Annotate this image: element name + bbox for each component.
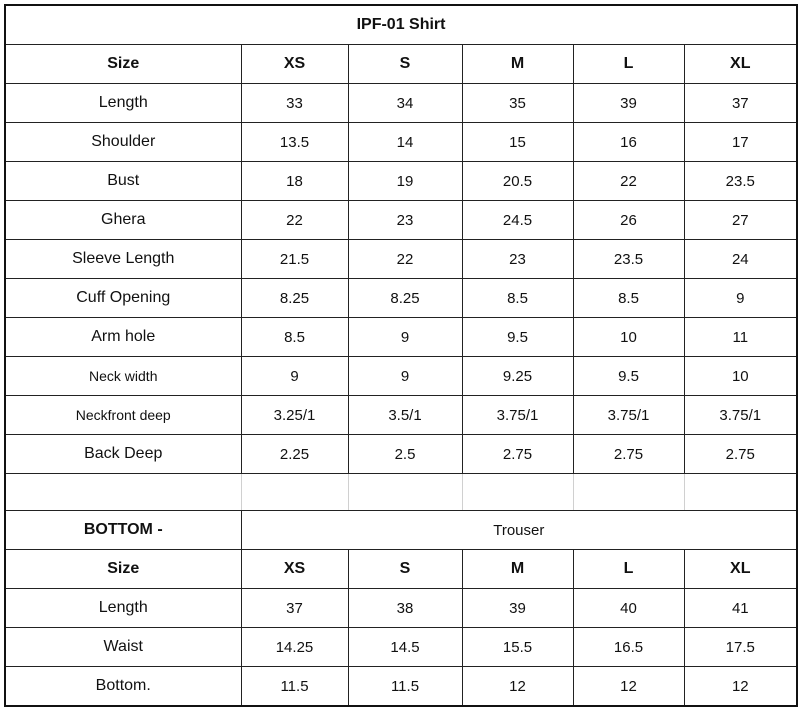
value-cell: 16 — [573, 123, 684, 162]
value-cell: 40 — [573, 589, 684, 628]
table-row — [5, 240, 797, 279]
value-cell: 9.5 — [573, 357, 684, 396]
table-row — [5, 357, 797, 396]
value-cell: 11.5 — [348, 667, 462, 707]
empty-cell — [462, 474, 573, 511]
row-label: Bust — [5, 162, 241, 201]
value-cell: 2.75 — [573, 435, 684, 474]
row-label: Waist — [5, 628, 241, 667]
table-row — [5, 396, 797, 435]
value-cell: 15 — [462, 123, 573, 162]
header-cell: XS — [241, 45, 348, 84]
value-cell: 16.5 — [573, 628, 684, 667]
header-cell: L — [573, 45, 684, 84]
row-label: Neckfront deep — [5, 396, 241, 435]
value-cell: 8.25 — [241, 279, 348, 318]
table-row — [5, 667, 797, 707]
bottom-type: Trouser — [241, 511, 797, 550]
value-cell: 9 — [348, 357, 462, 396]
value-cell: 9.5 — [462, 318, 573, 357]
header-cell: XS — [241, 550, 348, 589]
header-cell: S — [348, 550, 462, 589]
value-cell: 19 — [348, 162, 462, 201]
value-cell: 38 — [348, 589, 462, 628]
value-cell: 21.5 — [241, 240, 348, 279]
row-label: Shoulder — [5, 123, 241, 162]
table-row — [5, 123, 797, 162]
value-cell: 3.75/1 — [573, 396, 684, 435]
empty-cell — [5, 474, 241, 511]
value-cell: 8.5 — [241, 318, 348, 357]
value-cell: 3.75/1 — [462, 396, 573, 435]
value-cell: 35 — [462, 84, 573, 123]
value-cell: 27 — [684, 201, 797, 240]
size-chart — [4, 4, 796, 708]
value-cell: 23 — [462, 240, 573, 279]
value-cell: 15.5 — [462, 628, 573, 667]
row-label: Length — [5, 589, 241, 628]
table-row — [5, 279, 797, 318]
row-label: Neck width — [5, 357, 241, 396]
value-cell: 23.5 — [684, 162, 797, 201]
value-cell: 17.5 — [684, 628, 797, 667]
value-cell: 20.5 — [462, 162, 573, 201]
table-row — [5, 201, 797, 240]
table-row — [5, 589, 797, 628]
table-row — [5, 435, 797, 474]
empty-cell — [573, 474, 684, 511]
value-cell: 11 — [684, 318, 797, 357]
value-cell: 41 — [684, 589, 797, 628]
bottom-label: BOTTOM - — [5, 511, 241, 550]
value-cell: 37 — [241, 589, 348, 628]
header-cell: XL — [684, 45, 797, 84]
value-cell: 33 — [241, 84, 348, 123]
value-cell: 18 — [241, 162, 348, 201]
value-cell: 22 — [573, 162, 684, 201]
value-cell: 10 — [573, 318, 684, 357]
row-label: Ghera — [5, 201, 241, 240]
value-cell: 12 — [462, 667, 573, 707]
value-cell: 37 — [684, 84, 797, 123]
empty-cell — [684, 474, 797, 511]
value-cell: 22 — [241, 201, 348, 240]
value-cell: 39 — [462, 589, 573, 628]
value-cell: 17 — [684, 123, 797, 162]
value-cell: 39 — [573, 84, 684, 123]
bottom-type-row — [5, 511, 797, 550]
row-label: Sleeve Length — [5, 240, 241, 279]
value-cell: 23.5 — [573, 240, 684, 279]
spacer-row — [5, 474, 797, 511]
value-cell: 24.5 — [462, 201, 573, 240]
header-cell: Size — [5, 550, 241, 589]
value-cell: 14.5 — [348, 628, 462, 667]
header-cell: XL — [684, 550, 797, 589]
value-cell: 34 — [348, 84, 462, 123]
bottom-header-row — [5, 550, 797, 589]
table-row — [5, 318, 797, 357]
value-cell: 12 — [573, 667, 684, 707]
value-cell: 2.25 — [241, 435, 348, 474]
value-cell: 3.5/1 — [348, 396, 462, 435]
value-cell: 8.5 — [462, 279, 573, 318]
value-cell: 14 — [348, 123, 462, 162]
empty-cell — [241, 474, 348, 511]
value-cell: 9 — [241, 357, 348, 396]
value-cell: 3.75/1 — [684, 396, 797, 435]
value-cell: 2.75 — [684, 435, 797, 474]
size-chart-table — [4, 4, 798, 707]
table-row — [5, 162, 797, 201]
value-cell: 3.25/1 — [241, 396, 348, 435]
value-cell: 13.5 — [241, 123, 348, 162]
row-label: Cuff Opening — [5, 279, 241, 318]
row-label: Arm hole — [5, 318, 241, 357]
value-cell: 8.25 — [348, 279, 462, 318]
header-cell: M — [462, 45, 573, 84]
value-cell: 2.5 — [348, 435, 462, 474]
row-label: Bottom. — [5, 667, 241, 707]
chart-title: IPF-01 Shirt — [5, 5, 797, 45]
row-label: Back Deep — [5, 435, 241, 474]
value-cell: 10 — [684, 357, 797, 396]
empty-cell — [348, 474, 462, 511]
value-cell: 8.5 — [573, 279, 684, 318]
header-cell: M — [462, 550, 573, 589]
value-cell: 9 — [684, 279, 797, 318]
value-cell: 23 — [348, 201, 462, 240]
value-cell: 14.25 — [241, 628, 348, 667]
value-cell: 26 — [573, 201, 684, 240]
header-cell: S — [348, 45, 462, 84]
value-cell: 9.25 — [462, 357, 573, 396]
value-cell: 2.75 — [462, 435, 573, 474]
value-cell: 24 — [684, 240, 797, 279]
value-cell: 22 — [348, 240, 462, 279]
row-label: Length — [5, 84, 241, 123]
shirt-header-row — [5, 45, 797, 84]
value-cell: 12 — [684, 667, 797, 707]
value-cell: 9 — [348, 318, 462, 357]
header-cell: Size — [5, 45, 241, 84]
table-row — [5, 628, 797, 667]
table-row — [5, 84, 797, 123]
value-cell: 11.5 — [241, 667, 348, 707]
header-cell: L — [573, 550, 684, 589]
